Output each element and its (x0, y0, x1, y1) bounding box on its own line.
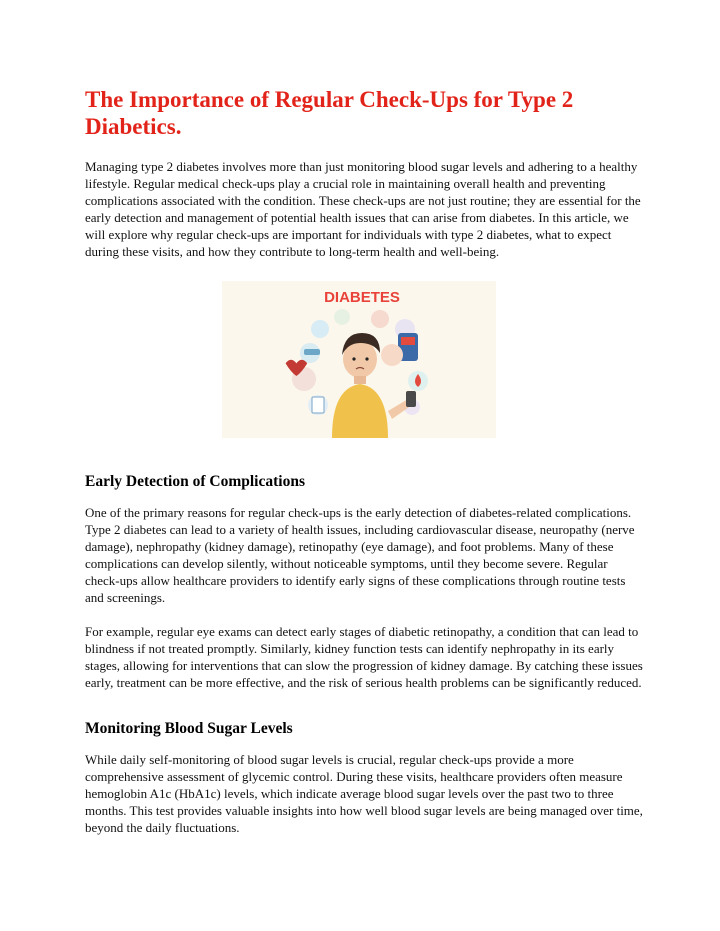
paragraph: For example, regular eye exams can detect early stages of diabetic retinopathy, a condition that can lead to blindness if not treated promptly. Similarly, kidney function tests can identify nephropathy in its early stages, allowing for interventions that can slow the progression of kidney damage. By catching these issues early, treatment can be more effective, and the risk of serious health problems can be significantly reduced. (85, 624, 643, 690)
article (85, 86, 645, 260)
section-heading: Early Detection of Complications (85, 473, 305, 490)
foot-icon (381, 344, 403, 366)
section-monitoring (85, 719, 645, 836)
article-title: The Importance of Regular Check-Ups for Type 2 Diabetics. (85, 87, 574, 139)
diabetes-illustration-art (222, 281, 496, 438)
diabetes-label: DIABETES (324, 289, 400, 306)
plus-bubble-icon (334, 309, 350, 325)
pill-bubble-icon (311, 320, 329, 338)
food-bubble-icon (371, 310, 389, 328)
section-heading: Monitoring Blood Sugar Levels (85, 720, 293, 737)
glucose-meter-icon (406, 391, 416, 407)
intro-paragraph: Managing type 2 diabetes involves more than just monitoring blood sugar levels and adhering to a healthy lifestyle. Regular medical check-ups play a crucial role in maintaining overall health and preventing complications associated with the condition. These check-ups are not just routine; they are essential for the early detection and management of potential health issues that can arise from diabetes. In this article, we will explore why regular check-ups are important for individuals with type 2 diabetes, what to expect during these visits, and how they contribute to long-term health and well-being. (85, 159, 641, 259)
paragraph: While daily self-monitoring of blood sugar levels is crucial, regular check-ups provide a more comprehensive assessment of glycemic control. During these visits, healthcare providers often measure hemoglobin A1c (HbA1c) levels, which indicate average blood sugar levels over the past two to three months. This test provides valuable insights into how well blood sugar levels are being managed over time, beyond the daily fluctuations. (85, 752, 643, 835)
diabetes-illustration (222, 281, 496, 438)
paragraph: One of the primary reasons for regular check-ups is the early detection of diabetes-related complications. Type 2 diabetes can lead to a variety of health issues, including cardiovascular disease, neuropathy (nerve damage), nephropathy (kidney damage), retinopathy (eye damage), and foot problems. Many of these complications can develop silently, without noticeable symptoms, until they become severe. Regular check-ups allow healthcare providers to identify early signs of these complications through routine tests and screenings. (85, 505, 635, 605)
section-early-detection (85, 472, 645, 691)
